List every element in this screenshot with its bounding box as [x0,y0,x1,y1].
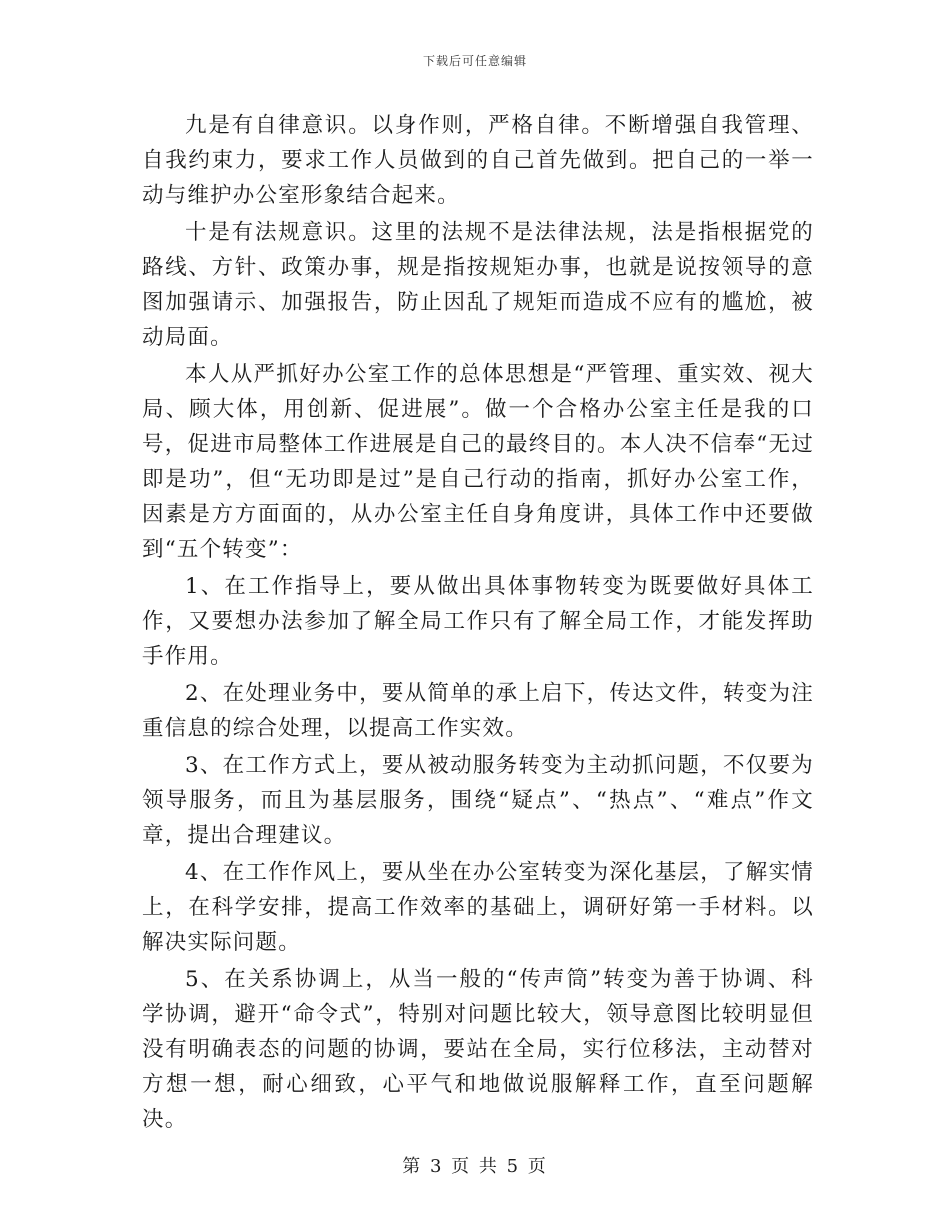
paragraph-regulations: 十是有法规意识。这里的法规不是法律法规，法是指根据党的路线、方针、政策办事，规是指按规矩办事，也就是说按领导的意图加强请示、加强报告，防止因乱了规矩而造成不应有的尴尬，被动局面。 [142,220,814,350]
paragraph-discipline: 九是有自律意识。以身作则，严格自律。不断增强自我管理、自我约束力，要求工作人员做到的自己首先做到。把自己的一举一动与维护办公室形象结合起来。 [142,113,814,208]
page-number: 第 3 页 共 5 页 [402,1156,548,1177]
paragraph-change-4: 4、在工作作风上，要从坐在办公室转变为深化基层，了解实情上，在科学安排，提高工作效率的基础上，调研好第一手材料。以解决实际问题。 [142,860,814,955]
document-body [142,108,814,1139]
paragraph-change-5: 5、在关系协调上，从当一般的“传声筒”转变为善于协调、科学协调，避开“命令式”，特别对问题比较大，领导意图比较明显但没有明确表态的问题的协调，要站在全局，实行位移法，主动替对方想一想，耐心细致，心平气和地做说服解释工作，直至问题解决。 [142,967,814,1132]
paragraph-change-3: 3、在工作方式上，要从被动服务转变为主动抓问题，不仅要为领导服务，而且为基层服务，围绕“疑点”、“热点”、“难点”作文章，提出合理建议。 [142,753,814,848]
paragraph-overall-thinking: 本人从严抓好办公室工作的总体思想是“严管理、重实效、视大局、顾大体，用创新、促进展”。做一个合格办公室主任是我的口号，促进市局整体工作进展是自己的最终目的。本人决不信奉“无过即是功”，但“无功即是过”是自己行动的指南，抓好办公室工作，因素是方方面面的，从办公室主任自身角度讲，具体工作中还要做到“五个转变”： [142,362,814,562]
page-header-note: 下载后可任意编辑 [422,54,527,68]
paragraph-change-1: 1、在工作指导上，要从做出具体事物转变为既要做好具体工作，又要想办法参加了解全局工作只有了解全局工作，才能发挥助手作用。 [142,574,814,669]
paragraph-change-2: 2、在处理业务中，要从简单的承上启下，传达文件，转变为注重信息的综合处理，以提高工作实效。 [142,681,814,741]
